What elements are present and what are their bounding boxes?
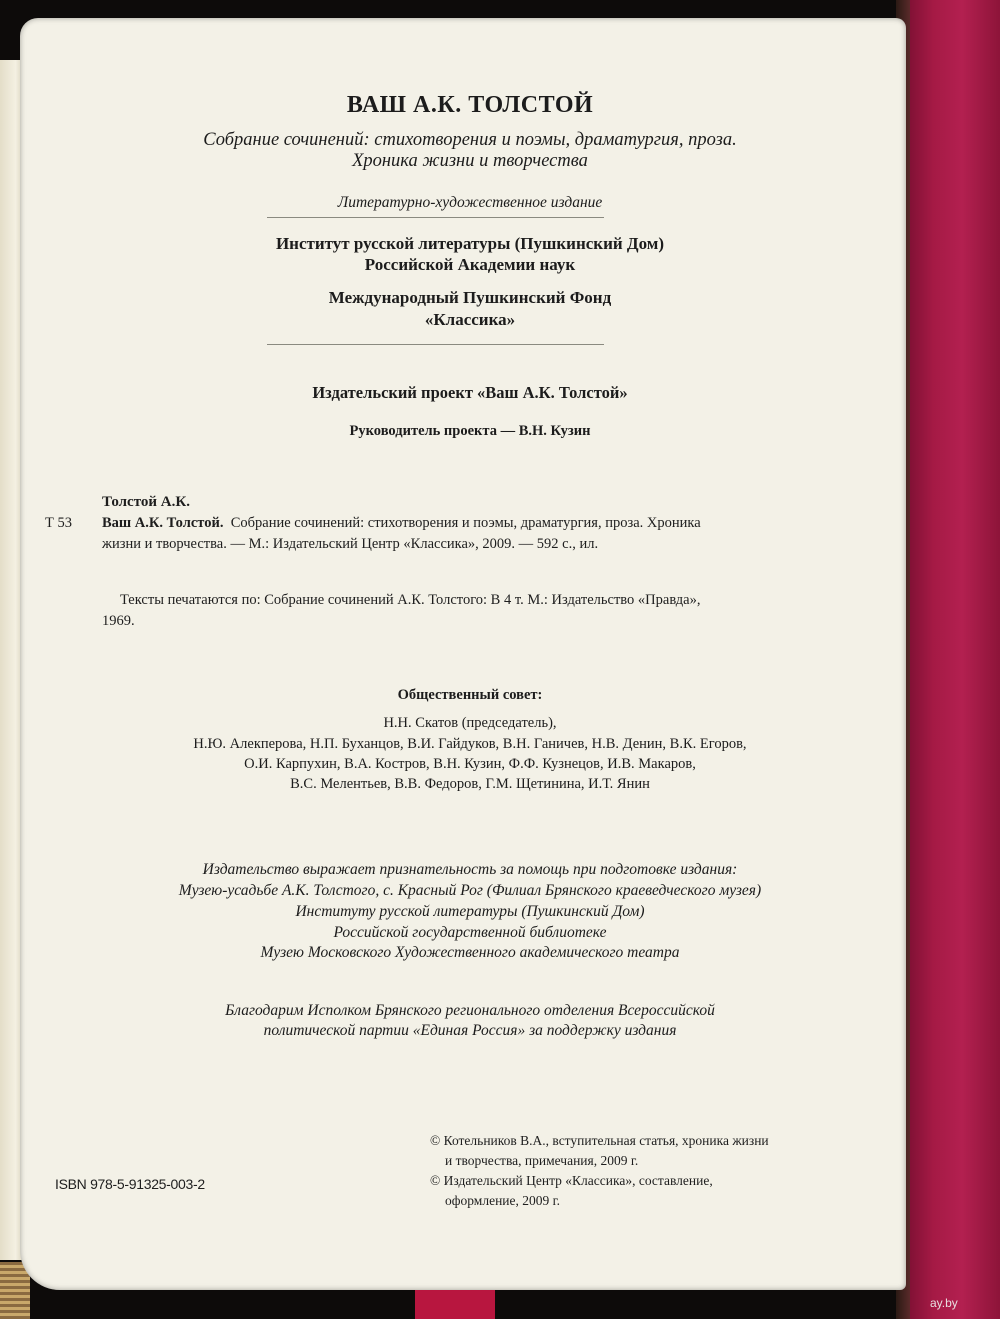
divider-top: [267, 217, 604, 218]
council-heading: Общественный совет:: [397, 687, 543, 703]
divider-bottom: [267, 344, 604, 345]
project-title: Издательский проект «Ваш А.К. Толстой»: [312, 383, 628, 402]
institution-line-1: Институт русской литературы (Пушкинский Дом): [275, 234, 665, 253]
edition-type: Литературно-художественное издание: [337, 194, 603, 211]
gratitude-line-5: Музею Московского Художественного академического театра: [260, 944, 680, 961]
gratitude-line-3: Институту русской литературы (Пушкинский Дом): [295, 903, 645, 920]
source-note-line-2: 1969.: [102, 613, 135, 629]
council-members-3: В.С. Мелентьев, В.В. Федоров, Г.М. Щетинина, И.Т. Янин: [290, 776, 650, 792]
book-cover-red: [905, 0, 1000, 1319]
institution-line-2: Российской Академии наук: [364, 255, 576, 274]
gratitude-line-4: Российской государственной библиотеке: [333, 924, 607, 941]
book-title: ВАШ А.К. ТОЛСТОЙ: [346, 92, 594, 118]
catalog-description-2: жизни и творчества. — М.: Издательский Центр «Классика», 2009. — 592 с., ил.: [102, 536, 599, 552]
catalog-description-1: Собрание сочинений: стихотворения и поэмы, драматургия, проза. Хроника: [230, 515, 701, 531]
council-members-1: Н.Ю. Алекперова, Н.П. Буханцов, В.И. Гайдуков, В.Н. Ганичев, Н.В. Денин, В.К. Егоров,: [193, 736, 747, 752]
isbn: ISBN 978-5-91325-003-2: [55, 1176, 205, 1192]
copyright-line-1: © Котельников В.А., вступительная статья, хроника жизни: [430, 1133, 769, 1148]
bookmark-ribbon: [415, 1290, 495, 1319]
council-chair: Н.Н. Скатов (председатель),: [383, 715, 557, 731]
source-note-line-1: Тексты печатаются по: Собрание сочинений А.К. Толстого: В 4 т. М.: Издательство «Правда»,: [120, 592, 701, 608]
book-page: [20, 18, 906, 1290]
copyright-line-4: оформление, 2009 г.: [445, 1193, 561, 1208]
gratitude-line-2: Музею-усадьбе А.К. Толстого, с. Красный Рог (Филиал Брянского краеведческого музея): [178, 882, 762, 899]
gratitude-line-1: Издательство выражает признательность за помощь при подготовке издания:: [202, 861, 738, 878]
subtitle-line-1: Собрание сочинений: стихотворения и поэмы, драматургия, проза.: [203, 130, 737, 150]
council-members-2: О.И. Карпухин, В.А. Костров, В.Н. Кузин, Ф.Ф. Кузнецов, И.В. Макаров,: [244, 756, 696, 772]
thanks-line-2: политической партии «Единая Россия» за поддержку издания: [263, 1022, 677, 1039]
subtitle-line-2: Хроника жизни и творчества: [352, 151, 588, 171]
catalog-title: Ваш А.К. Толстой.: [102, 515, 224, 531]
catalog-index: Т 53: [45, 515, 72, 531]
copyright-line-2: и творчества, примечания, 2009 г.: [445, 1153, 639, 1168]
copyright-line-3: © Издательский Центр «Классика», составление,: [430, 1173, 713, 1188]
watermark: ay.by: [930, 1296, 958, 1310]
thanks-line-1: Благодарим Исполком Брянского регионального отделения Всероссийской: [225, 1002, 715, 1019]
institution-line-4: «Классика»: [424, 310, 516, 329]
institution-line-3: Международный Пушкинский Фонд: [328, 288, 612, 307]
project-leader: Руководитель проекта — В.Н. Кузин: [349, 423, 591, 439]
catalog-author: Толстой А.К.: [102, 494, 190, 510]
catalog-entry-line-1: [102, 513, 812, 534]
